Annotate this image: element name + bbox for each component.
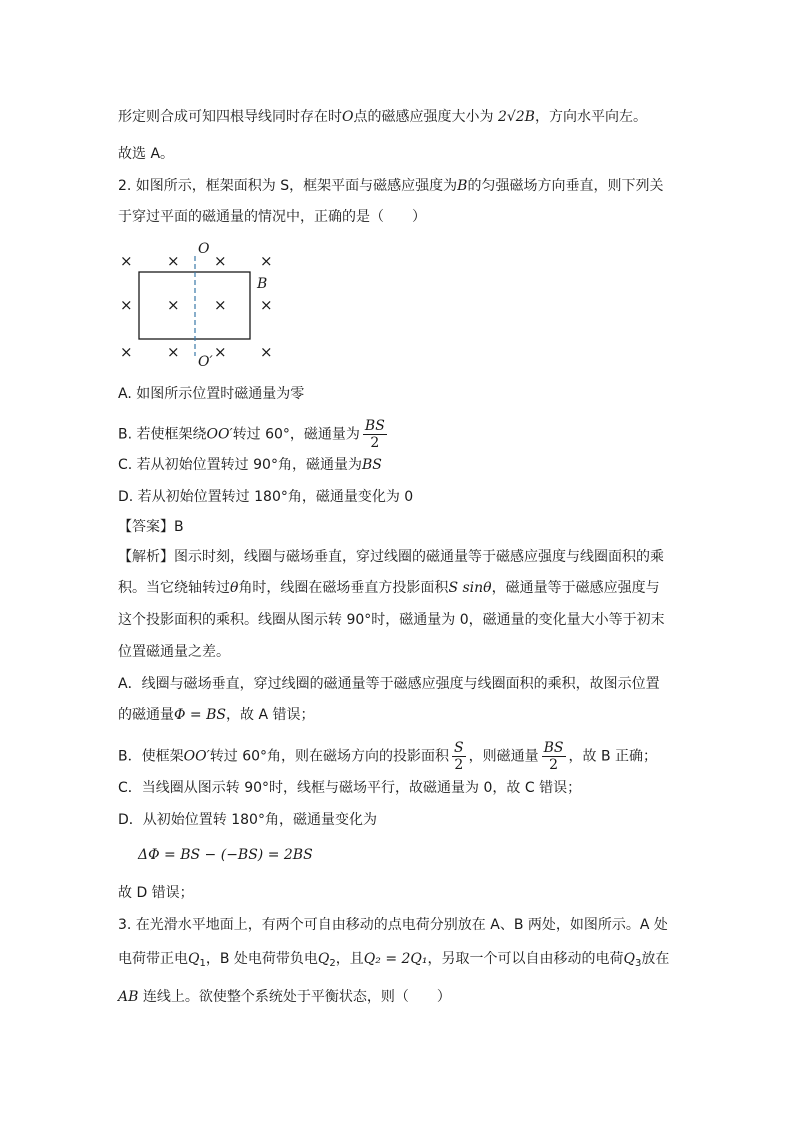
q2-stem-line1: 2. 如图所示，框架面积为 S，框架平面与磁感应强度为B的匀强磁场方向垂直，则下列关 [118,178,664,194]
analysis-equation: ΔΦ = BS − (−BS) = 2BS [138,847,313,863]
analysis-d: D．从初始位置转 180°角，磁通量变化为 [118,812,377,828]
q2-option-b: B. 若使框架绕OO′转过 60°，磁通量为 $\frac{BS}{2}$ [118,418,385,451]
analysis-b: B．使框架OO′转过 60°角，则在磁场方向的投影面积 $\frac{S}{2}$ ，则磁通量 $\frac{BS}{2}$ ，故 B 正确； [118,740,658,773]
q2-stem-line2: 于穿过平面的磁通量的情况中，正确的是（ ） [118,209,426,225]
cross-mark: × [214,296,227,314]
cross-mark: × [120,296,133,314]
cross-mark: × [214,252,227,270]
q2-option-a: A. 如图所示位置时磁通量为零 [118,386,305,402]
analysis-line4: 位置磁通量之差。 [118,644,230,660]
analysis-c: C．当线圈从图示转 90°时，线框与磁场平行，故磁通量为 0，故 C 错误； [118,780,582,796]
prev-choice: 故选 A。 [118,146,175,162]
q3-line3: AB 连线上。欲使整个系统处于平衡状态，则（ ） [118,989,451,1005]
label-b: B [257,276,268,292]
cross-mark: × [120,343,133,361]
analysis-line3: 这个投影面积的乘积。线圈从图示转 90°时，磁通量为 0，磁通量的变化量大小等于初末 [118,612,665,628]
q2-option-d: D. 若从初始位置转过 180°角，磁通量变化为 0 [118,489,414,505]
prev-conclusion: 形定则合成可知四根导线同时存在时O点的磁感应强度大小为 2√2B，方向水平向左。 [118,109,647,125]
cross-mark: × [260,343,273,361]
q2-option-c: C. 若从初始位置转过 90°角，磁通量为BS [118,457,382,473]
analysis-d-end: 故 D 错误； [118,885,194,901]
cross-mark: × [167,343,180,361]
q2-answer: 【答案】B [118,519,184,535]
analysis-line2: 积。当它绕轴转过θ角时，线圈在磁场垂直方投影面积S sinθ，磁通量等于磁感应强度与 [118,580,660,596]
fraction: $\frac{BS}{2}$ [364,418,385,451]
analysis-line1: 【解析】图示时刻，线圈与磁场垂直，穿过线圈的磁通量等于磁感应强度与线圈面积的乘 [118,549,664,565]
q3-line2: 电荷带正电$Q_1$，B 处电荷带负电$Q_2$，且Q₂ = 2Q₁，另取一个可以自由移动的电荷$Q_3$放在 [118,951,670,969]
analysis-a-line2: 的磁通量Φ = BS，故 A 错误； [118,707,315,723]
q2-figure [112,238,282,368]
cross-mark: × [260,252,273,270]
cross-mark: × [214,343,227,361]
fraction: $\frac{BS}{2}$ [543,740,564,773]
cross-mark: × [120,252,133,270]
label-o-prime: O′ [198,354,213,368]
cross-mark: × [167,296,180,314]
cross-mark: × [167,252,180,270]
cross-mark: × [260,296,273,314]
label-o: O [198,241,210,257]
q3-line1: 3. 在光滑水平地面上，有两个可自由移动的点电荷分别放在 A、B 两处，如图所示。A 处 [118,917,668,933]
fraction: $\frac{S}{2}$ [454,740,464,773]
analysis-a-line1: A．线圈与磁场垂直，穿过线圈的磁通量等于磁感应强度与线圈面积的乘积，故图示位置 [118,676,660,692]
